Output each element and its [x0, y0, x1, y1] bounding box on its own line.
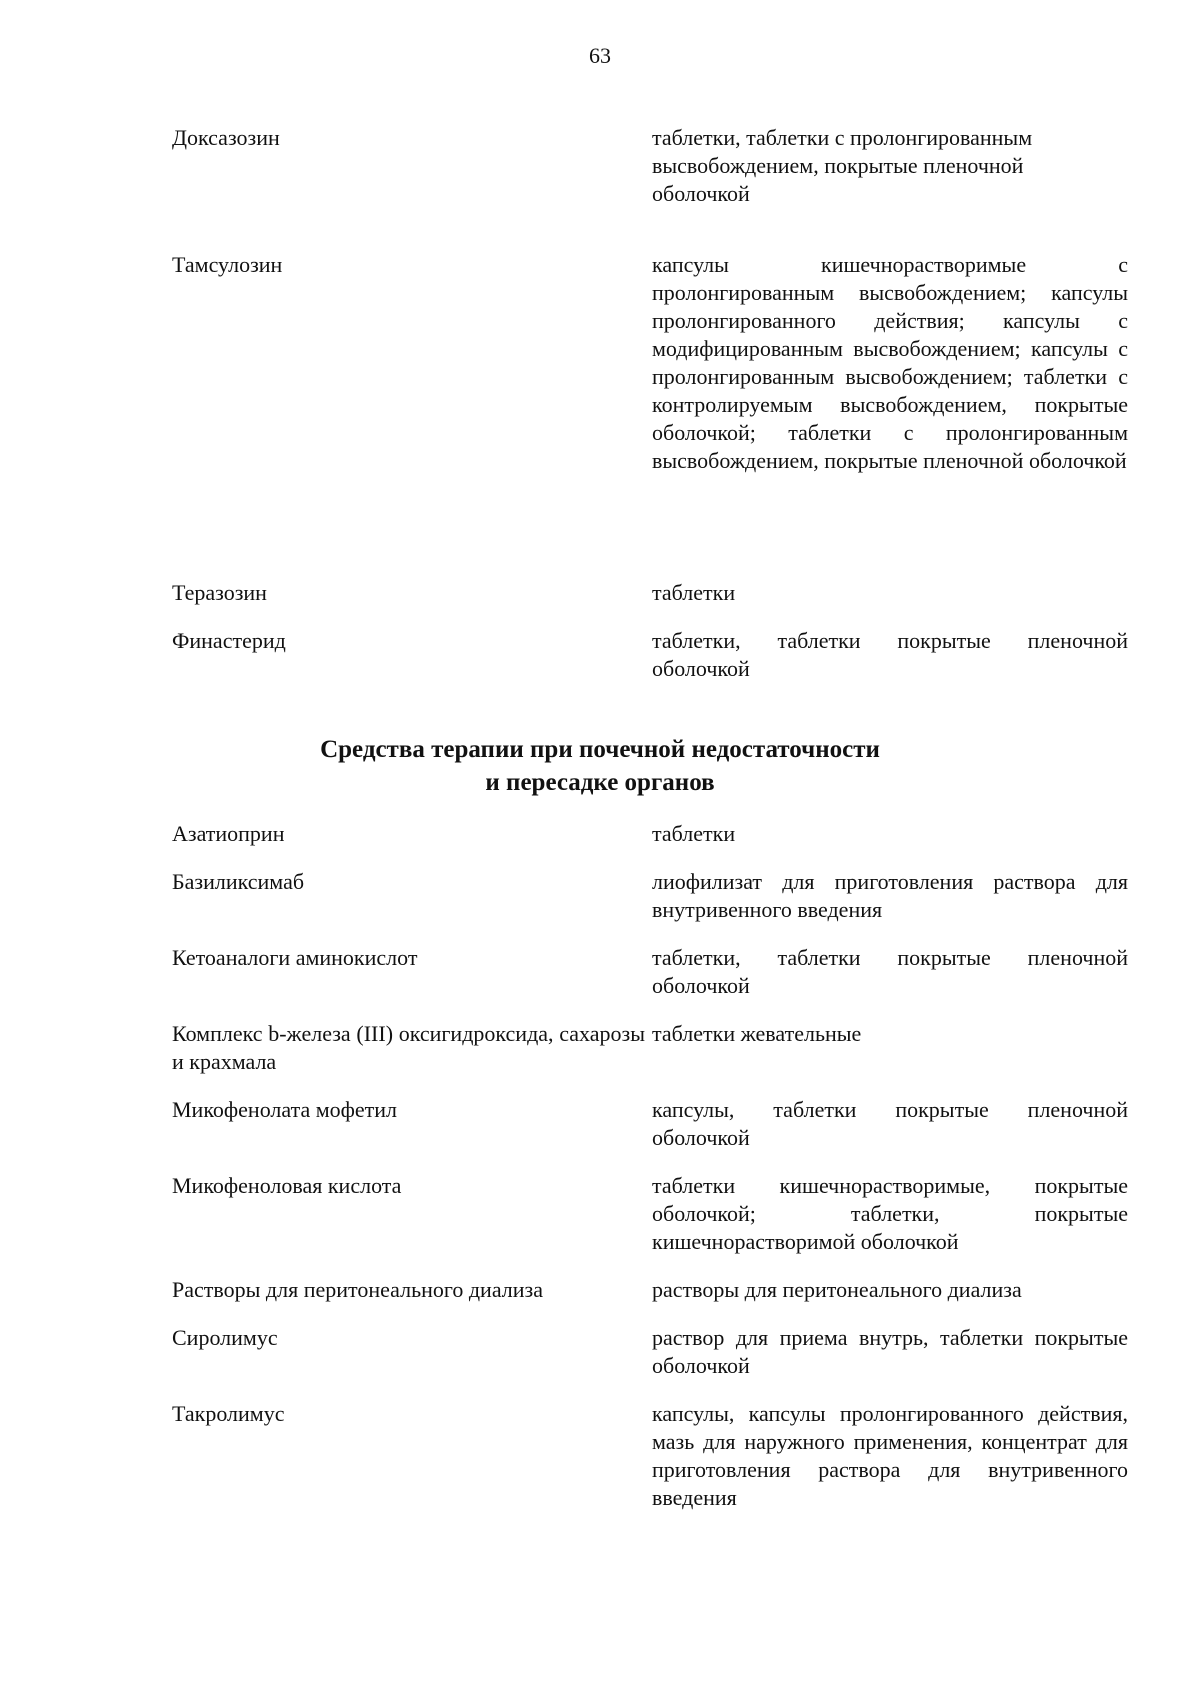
dosage-form: лиофилизат для приготовления раствора для внутривенного введения	[652, 869, 1128, 922]
drug-name: Финастерид	[172, 628, 286, 653]
drug-name: Базиликсимаб	[172, 869, 305, 894]
drug-name: Теразозин	[172, 580, 267, 605]
section-title-line-2: и пересадке органов	[485, 769, 715, 796]
drug-name: Доксазозин	[172, 125, 280, 150]
dosage-form: капсулы, капсулы пролонгированного действия, мазь для наружного применения, концентрат для приготовления раствора для внутривенного введения	[652, 1401, 1128, 1510]
dosage-form: таблетки, таблетки покрытые пленочной оболочкой	[652, 628, 1128, 681]
dosage-form: таблетки жевательные	[652, 1021, 862, 1046]
dosage-form: капсулы кишечнорастворимые с пролонгированным высвобождением; капсулы пролонгированного действия; капсулы с модифицированным высвобождением; капсулы с пролонгированным высвобождением; таблетки с контролируемым высвобождением, покрытые оболочкой; таблетки с пролонгированным высвобождением, покрытые пленочной оболочкой	[652, 252, 1128, 473]
dosage-form: капсулы, таблетки покрытые пленочной оболочкой	[652, 1097, 1128, 1150]
drug-name: Комплекс b-железа (III) оксигидроксида, сахарозы и крахмала	[172, 1021, 645, 1074]
drug-name: Микофеноловая кислота	[172, 1173, 402, 1198]
section-title-line-1: Средства терапии при почечной недостаточности	[320, 736, 880, 763]
drug-name: Тамсулозин	[172, 252, 283, 277]
dosage-form: таблетки	[652, 580, 736, 605]
drug-name: Микофенолата мофетил	[172, 1097, 398, 1122]
dosage-form: таблетки	[652, 821, 736, 846]
dosage-form: растворы для перитонеального диализа	[652, 1277, 1022, 1302]
drug-name: Кетоаналоги аминокислот	[172, 945, 418, 970]
page-number: 63	[589, 43, 611, 68]
drug-name: Азатиоприн	[172, 821, 285, 846]
dosage-form: таблетки, таблетки с пролонгированным высвобождением, покрытые пленочной оболочкой	[652, 125, 1033, 206]
dosage-form: раствор для приема внутрь, таблетки покрытые оболочкой	[652, 1325, 1128, 1378]
section-title	[0, 733, 1200, 799]
dosage-form: таблетки, таблетки покрытые пленочной оболочкой	[652, 945, 1128, 998]
drug-name: Сиролимус	[172, 1325, 278, 1350]
drug-name: Такролимус	[172, 1401, 285, 1426]
dosage-form: таблетки кишечнорастворимые, покрытые оболочкой; таблетки, покрытые кишечнорастворимой оболочкой	[652, 1173, 1128, 1254]
drug-name: Растворы для перитонеального диализа	[172, 1277, 543, 1302]
